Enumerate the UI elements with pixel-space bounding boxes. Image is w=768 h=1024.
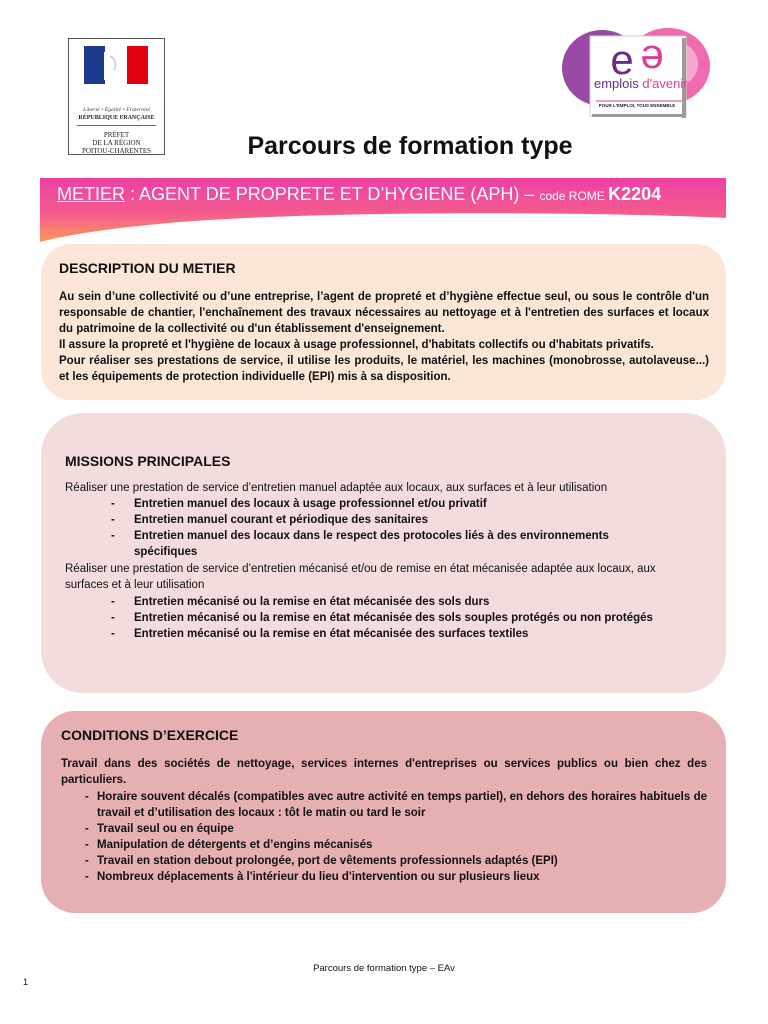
bullet-dash: - xyxy=(111,596,115,608)
description-paragraph-1: Au sein d’une collectivité ou d’une entreprise, l’agent de propreté et d’hygiène effectue seul, ou sous le contrôle d'un responsable de chantier, l'enchaînement des travaux nécessaires au nettoyage et à l'entretien des surfaces et locaux du patrimoine de la collectivité ou d'un établissement d'enseignement. xyxy=(59,291,709,335)
bullet-dash: - xyxy=(85,791,89,803)
republique-francaise: RÉPUBLIQUE FRANÇAISE xyxy=(78,115,155,121)
missions-heading: MISSIONS PRINCIPALES xyxy=(65,453,231,469)
description-heading: DESCRIPTION DU METIER xyxy=(59,260,236,276)
republic-motto: Liberté • Égalité • Fraternité xyxy=(83,107,150,113)
logo-divider xyxy=(77,125,156,126)
footer-text: Parcours de formation type – EAv xyxy=(313,963,455,974)
metier-title: : AGENT DE PROPRETE ET D’HYGIENE (APH) – xyxy=(125,184,540,204)
condition-item: Travail seul ou en équipe xyxy=(97,823,234,835)
ea-brand-word-1: emplois xyxy=(594,76,639,91)
marianne-flag-icon xyxy=(84,46,148,84)
missions-intro-1: Réaliser une prestation de service d’entretien manuel adaptée aux locaux, aux surfaces et à leur utilisation xyxy=(65,482,608,494)
mission-item: Entretien mécanisé ou la remise en état mécanisée des sols durs xyxy=(134,596,490,608)
description-paragraph-3: Pour réaliser ses prestations de service, il utilise les produits, le matériel, les machines (monobrosse, autolaveuse...) et les équipements de protection individuelle (EPI) mis à sa disposition. xyxy=(59,355,709,383)
missions-panel xyxy=(41,413,726,693)
page-number: 1 xyxy=(23,977,29,987)
ea-brand-name xyxy=(594,76,688,91)
ea-tagline: POUR L'EMPLOI, TOUS ENSEMBLE xyxy=(598,103,676,108)
conditions-heading: CONDITIONS D’EXERCICE xyxy=(61,727,239,743)
condition-item: Nombreux déplacements à l'intérieur du lieu d'intervention ou sur plusieurs lieux xyxy=(97,871,540,883)
ea-brand-word-2: d'avenir xyxy=(642,76,688,91)
bullet-dash: - xyxy=(111,498,115,510)
prefet-line-2: DE LA RÉGION xyxy=(92,139,141,148)
bullet-dash: - xyxy=(111,628,115,640)
description-paragraph-2: Il assure la propreté et l'hygiène de locaux à usage professionnel, d'habitats collectifs ou d'habitats privatifs. xyxy=(59,339,654,351)
missions-intro-2: Réaliser une prestation de service d’entretien mécanisé et/ou de remise en état mécanisée adaptée aux locaux, aux surfaces et à leur utilisation xyxy=(65,563,656,591)
page-title: Parcours de formation type xyxy=(247,132,573,160)
bullet-dash: - xyxy=(111,530,115,542)
conditions-intro: Travail dans des sociétés de nettoyage, services internes d'entreprises ou services publics ou bien chez des particuliers. xyxy=(61,758,707,786)
mission-item: Entretien manuel des locaux dans le respect des protocoles liés à des environnements spécifiques xyxy=(134,530,609,558)
code-rome-value: K2204 xyxy=(608,184,662,204)
condition-item: Travail en station debout prolongée, port de vêtements professionnels adaptés (EPI) xyxy=(97,855,558,867)
description-panel xyxy=(41,244,726,400)
mission-item: Entretien mécanisé ou la remise en état mécanisée des surfaces textiles xyxy=(134,628,529,640)
condition-item: Horaire souvent décalés (compatibles avec autre activité en temps partiel), en dehors des horaires habituels de travail et d’utilisation des locaux : tôt le matin ou tard le soir xyxy=(97,791,707,819)
condition-item: Manipulation de détergents et d’engins mécanisés xyxy=(97,839,373,851)
mission-item: Entretien manuel des locaux à usage professionnel et/ou privatif xyxy=(134,498,487,510)
emplois-avenir-logo xyxy=(560,28,710,124)
bullet-dash: - xyxy=(85,823,89,835)
prefet-line-1: PRÉFET xyxy=(103,131,130,139)
metier-banner-text xyxy=(57,184,661,205)
conditions-panel xyxy=(41,711,726,913)
svg-text:e: e xyxy=(610,36,634,83)
bullet-dash: - xyxy=(111,612,115,624)
bullet-dash: - xyxy=(85,855,89,867)
code-rome-label: code ROME xyxy=(539,189,609,203)
svg-text:e: e xyxy=(640,37,664,84)
mission-item: Entretien manuel courant et périodique des sanitaires xyxy=(134,514,428,526)
prefet-line-3: POITOU-CHARENTES xyxy=(81,147,152,156)
bullet-dash: - xyxy=(111,514,115,526)
metier-label: METIER xyxy=(57,184,126,204)
bullet-dash: - xyxy=(85,839,89,851)
mission-item: Entretien mécanisé ou la remise en état mécanisée des sols souples protégés ou non protégés xyxy=(134,612,653,624)
bullet-dash: - xyxy=(85,871,89,883)
